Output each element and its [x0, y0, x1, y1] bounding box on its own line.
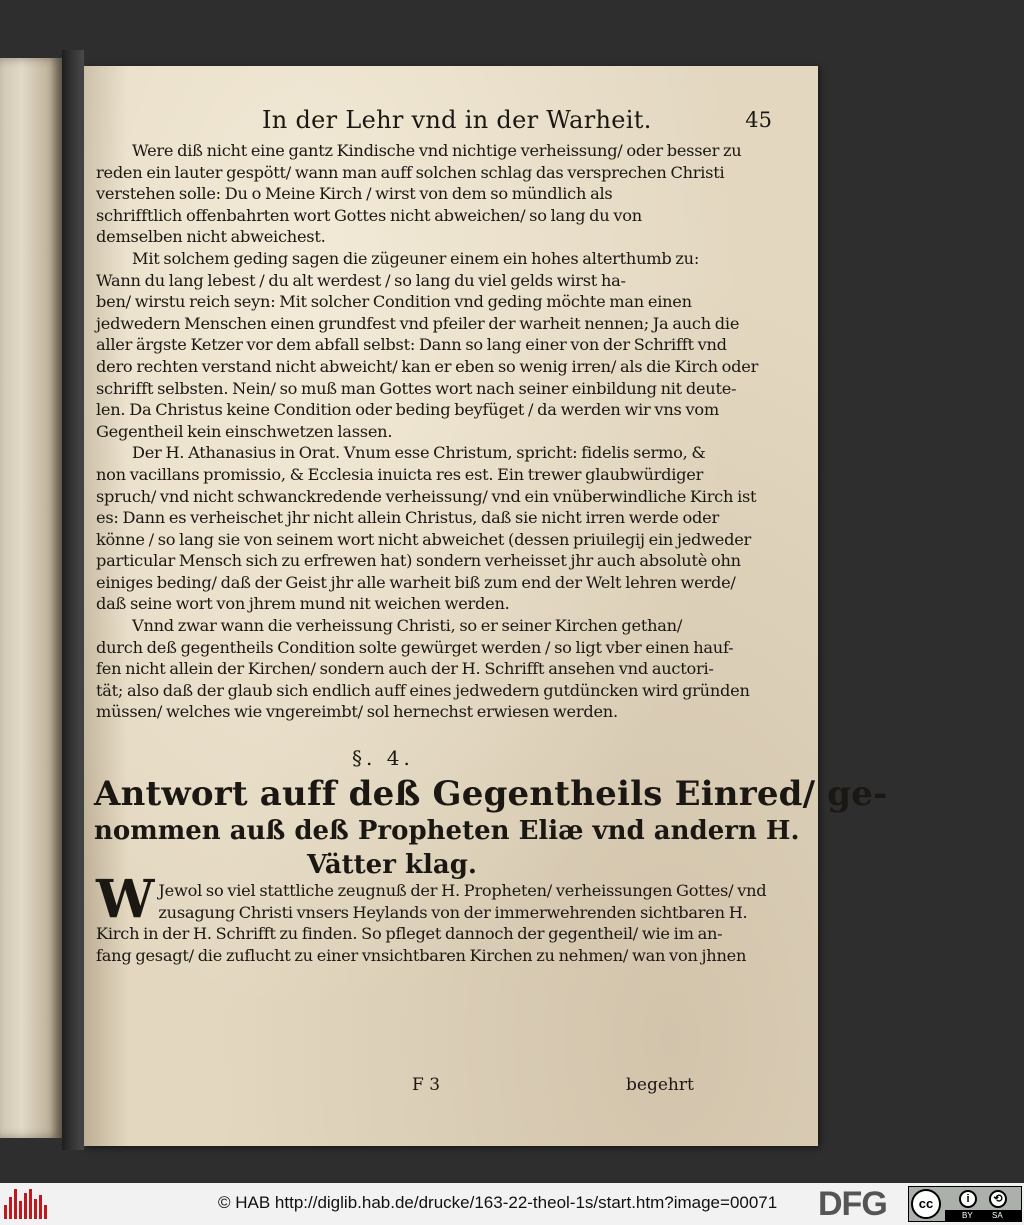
section-heading — [94, 774, 888, 882]
text-line: dero rechten verstand nicht abweicht/ kan er eben so wenig irren/ als die Kirch oder — [96, 356, 759, 376]
signature-mark: F 3 — [412, 1075, 441, 1095]
text-line: es: Dann es verheischet jhr nicht allein Christus, daß sie nicht irren werde oder — [96, 508, 719, 528]
text-line: fang gesagt/ die zuflucht zu einer vnsichtbaren Kirchen zu nehmen/ wan von jhnen — [96, 945, 747, 965]
text-line: len. Da Christus keine Condition oder beding beyfüget / da werden wir vns vom — [96, 400, 719, 420]
text-line: fen nicht allein der Kirchen/ sondern auch der H. Schrifft ansehen vnd auctori- — [96, 659, 714, 679]
heading-line: Antwort auff deß Gegentheils Einred/ ge- — [94, 774, 888, 814]
paragraph — [96, 442, 757, 615]
text-line: schrifftlich offenbahrten wort Gottes nicht abweichen/ so lang du von — [96, 205, 642, 225]
text-line: Gegentheil kein einschwetzen lassen. — [96, 421, 393, 441]
text-line: durch deß gegentheils Condition solte gewürget werden / so ligt vber einen hauf- — [96, 637, 734, 657]
share-alike-icon: ⟲ — [989, 1190, 1007, 1208]
paragraph — [96, 615, 750, 723]
text-line: jedwedern Menschen einen grundfest vnd pfeiler der warheit nennen; Ja auch die — [96, 313, 740, 333]
sa-label: SA — [992, 1211, 1003, 1220]
running-head: In der Lehr vnd in der Warheit. — [262, 106, 652, 134]
section-number: §. 4. — [352, 746, 414, 770]
footer-bar — [0, 1183, 1024, 1225]
text-line: Wann du lang lebest / du alt werdest / so lang du viel gelds wirst ha- — [96, 270, 626, 290]
text-line: particular Mensch sich zu erfrewen hat) sondern verheisset jhr auch absolutè ohn — [96, 551, 741, 571]
text-line: schrifft selbsten. Nein/ so muß man Gottes wort nach seiner einbildung nit deute- — [96, 378, 737, 398]
text-line: reden ein lauter gespött/ wann man auff solchen schlag das versprechen Christi — [96, 162, 725, 182]
book-page — [84, 66, 888, 1146]
text-line: zusagung Christi vnsers Heylands von der immerwehrenden sichtbaren H. — [158, 902, 748, 922]
paragraph — [96, 869, 767, 966]
heading-line: nommen auß deß Propheten Eliæ vnd andern H. — [94, 816, 800, 846]
text-line: müssen/ welches wie vngereimbt/ sol hernechst erwiesen werden. — [96, 702, 618, 722]
drop-cap: W — [96, 869, 155, 930]
body-text — [96, 140, 759, 723]
text-line: verstehen solle: Du o Meine Kirch / wirst von dem so mündlich als — [96, 184, 613, 204]
text-line: Kirch in der H. Schrifft zu finden. So pfleget dannoch der gegentheil/ wie im an- — [96, 924, 723, 944]
page-number: 45 — [745, 108, 772, 132]
heading-line: Vätter klag. — [307, 850, 477, 880]
text-line: non vacillans promissio, & Ecclesia inuicta res est. Ein trewer glaubwürdiger — [96, 464, 704, 484]
text-line: aller ärgste Ketzer vor dem abfall selbst: Dann so lang einer von der Schrifft vnd — [96, 335, 727, 355]
cc-icon: cc — [911, 1189, 941, 1219]
catchword: begehrt — [626, 1075, 694, 1095]
license-badge[interactable] — [908, 1186, 1022, 1222]
text-line: Jewol so viel stattliche zeugnuß der H. Propheten/ verheissungen Gottes/ vnd — [158, 881, 767, 900]
dfg-logo: DFG — [818, 1185, 887, 1223]
text-line: könne / so lang sie von seinem wort nicht abweichet (dessen priuilegij ein jedweder — [96, 529, 752, 549]
text-line: Mit solchem geding sagen die zügeuner einem ein hohes alterthumb zu: — [132, 248, 700, 268]
license-strip — [945, 1210, 1021, 1221]
person-icon: i — [959, 1190, 977, 1208]
text-line: demselben nicht abweichest. — [96, 227, 326, 247]
book-gutter — [62, 50, 84, 1150]
source-link[interactable]: © HAB http://diglib.hab.de/drucke/163-22-theol-1s/start.htm?image=00071 — [218, 1193, 778, 1212]
text-line: Were diß nicht eine gantz Kindische vnd nichtige verheissung/ oder besser zu — [132, 141, 742, 160]
text-line: einiges beding/ daß der Geist jhr alle warheit biß zum end der Welt lehren werde/ — [96, 572, 736, 592]
text-line: spruch/ vnd nicht schwanckredende verheissung/ vnd ein vnüberwindliche Kirch ist — [96, 486, 757, 506]
text-line: daß seine wort von jhrem mund nit weichen werden. — [96, 594, 510, 614]
by-label: BY — [962, 1211, 973, 1220]
paragraph — [96, 140, 742, 248]
hab-logo-icon — [4, 1189, 48, 1219]
text-line: Vnnd zwar wann die verheissung Christi, so er seiner Kirchen gethan/ — [132, 616, 683, 636]
paragraph — [96, 248, 759, 442]
text-line: tät; also daß der glaub sich endlich auff eines jedwedern gutdüncken wird gründen — [96, 680, 750, 700]
previous-page-edge — [0, 58, 62, 1138]
text-line: Der H. Athanasius in Orat. Vnum esse Christum, spricht: fidelis sermo, & — [132, 443, 706, 463]
text-line: ben/ wirstu reich seyn: Mit solcher Condition vnd geding möchte man einen — [96, 292, 692, 312]
